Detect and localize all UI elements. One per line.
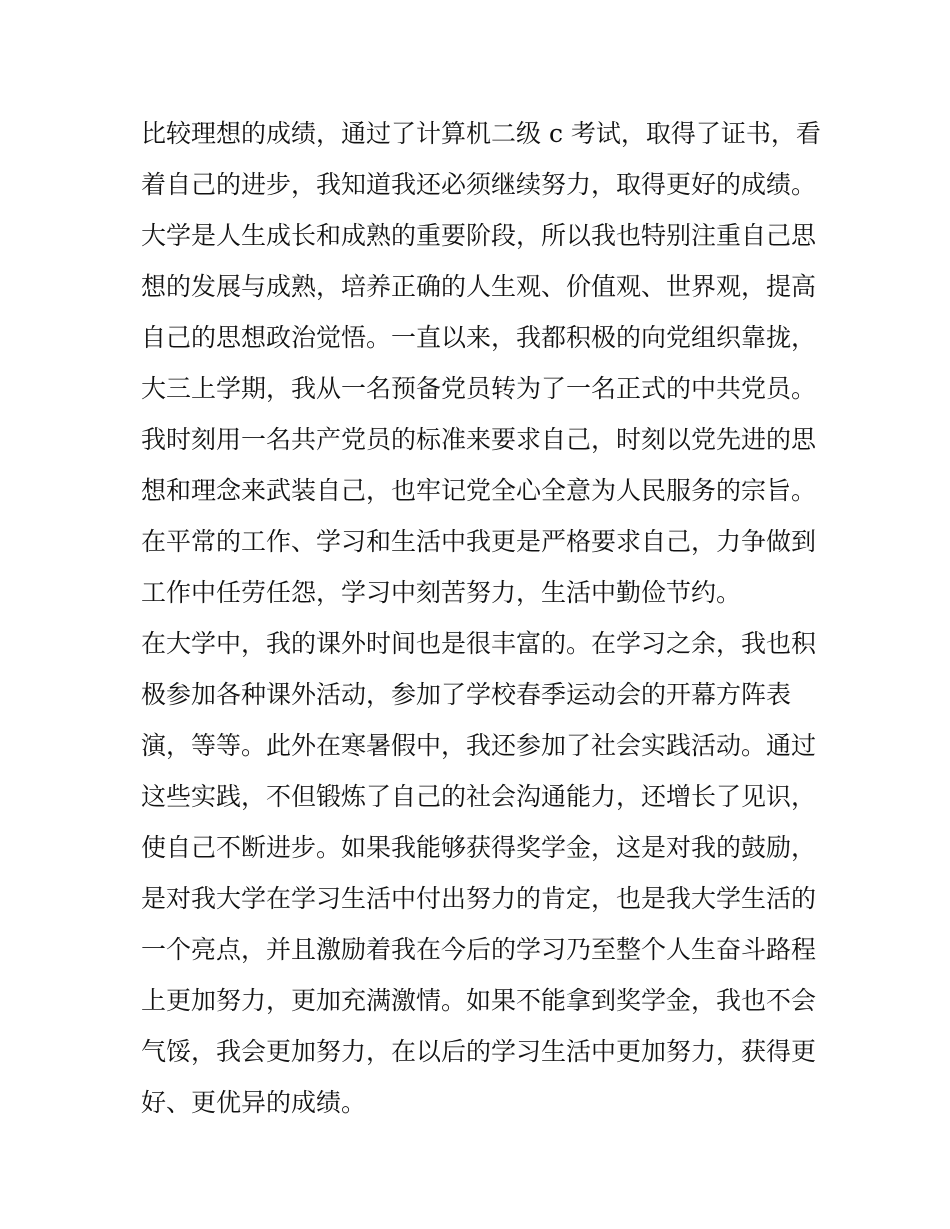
- text-line: 我时刻用一名共产党员的标准来要求自己，时刻以党先进的思: [141, 425, 817, 454]
- text-line: 极参加各种课外活动，参加了学校春季运动会的开幕方阵表: [141, 680, 792, 709]
- text-line: 演，等等。此外在寒暑假中，我还参加了社会实践活动。通过: [141, 731, 817, 760]
- text-line: 想和理念来武装自己，也牢记党全心全意为人民服务的宗旨。: [141, 476, 817, 505]
- text-line: 上更加努力，更加充满激情。如果不能拿到奖学金，我也不会: [141, 986, 817, 1015]
- text-line: 大三上学期，我从一名预备党员转为了一名正式的中共党员。: [141, 374, 817, 403]
- text-line: 使自己不断进步。如果我能够获得奖学金，这是对我的鼓励，: [141, 833, 817, 862]
- document-body: [141, 108, 831, 1128]
- text-line: 自己的思想政治觉悟。一直以来，我都积极的向党组织靠拢，: [141, 323, 817, 352]
- text-line: 大学是人生成长和成熟的重要阶段，所以我也特别注重自己思: [141, 221, 817, 250]
- text-line: 好、更优异的成绩。: [141, 1088, 367, 1117]
- text-line: 想的发展与成熟，培养正确的人生观、价值观、世界观，提高: [141, 272, 817, 301]
- text-line: 着自己的进步，我知道我还必须继续努力，取得更好的成绩。: [141, 170, 817, 199]
- text-line: 这些实践，不但锻炼了自己的社会沟通能力，还增长了见识，: [141, 782, 817, 811]
- text-line: 一个亮点，并且激励着我在今后的学习乃至整个人生奋斗路程: [141, 935, 817, 964]
- text-line: 工作中任劳任怨，学习中刻苦努力，生活中勤俭节约。: [141, 578, 742, 607]
- text-line: 在平常的工作、学习和生活中我更是严格要求自己，力争做到: [141, 527, 817, 556]
- text-line: 比较理想的成绩，通过了计算机二级 c 考试，取得了证书，看: [141, 119, 821, 148]
- text-line: 气馁，我会更加努力，在以后的学习生活中更加努力，获得更: [141, 1037, 817, 1066]
- text-line: 在大学中，我的课外时间也是很丰富的。在学习之余，我也积: [141, 629, 817, 658]
- text-line: 是对我大学在学习生活中付出努力的肯定，也是我大学生活的: [141, 884, 817, 913]
